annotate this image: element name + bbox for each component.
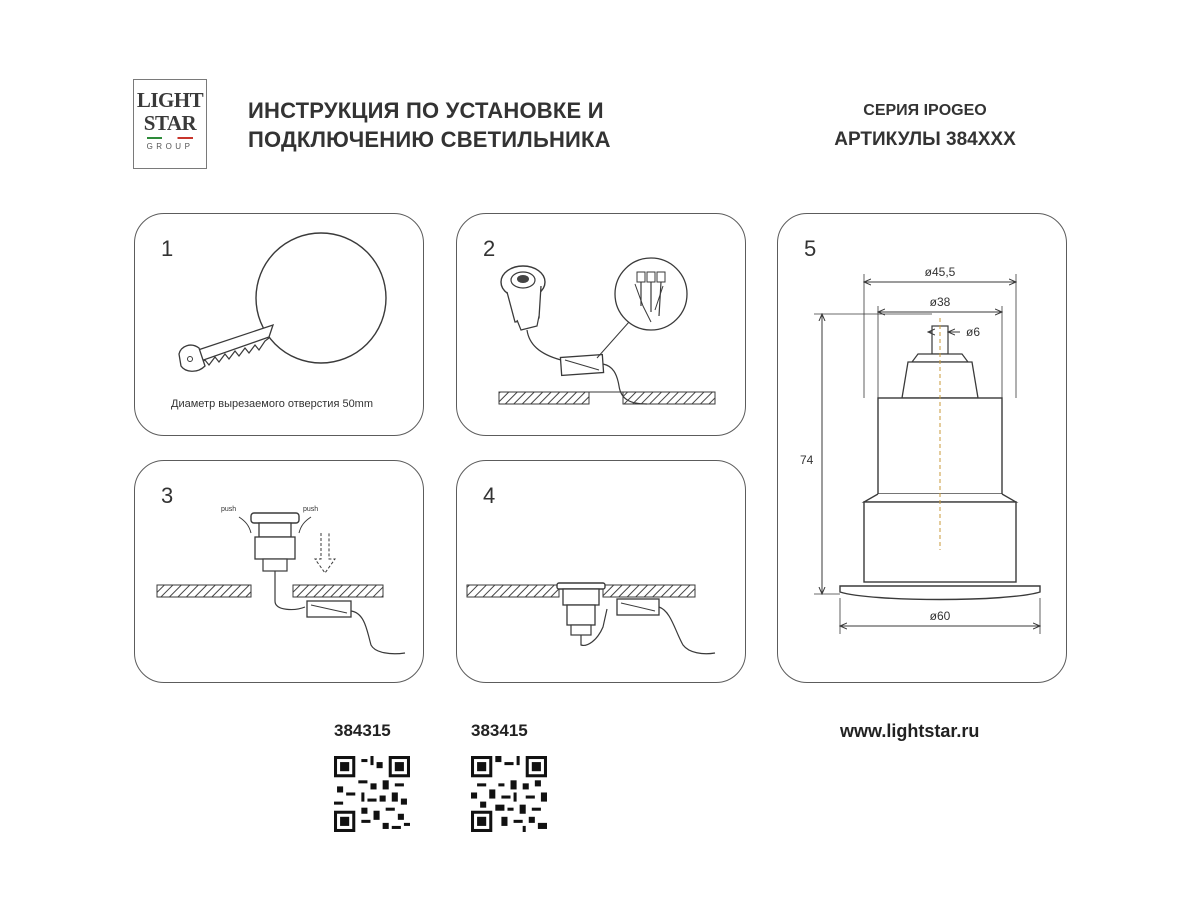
step-4-number: 4 <box>483 483 496 508</box>
step-4-panel <box>456 460 746 683</box>
dimension-drawing <box>778 214 1068 684</box>
height-74-label: 74 <box>800 453 814 467</box>
installed-fixture-illustration <box>457 461 747 684</box>
qr-code-383415[interactable] <box>471 756 547 832</box>
step-1-number: 1 <box>161 236 174 261</box>
title-line-1: ИНСТРУКЦИЯ ПО УСТАНОВКЕ И <box>248 98 604 123</box>
hole-diameter-caption: Диаметр вырезаемого отверстия 50mm <box>171 398 374 410</box>
logo-line-2: STAR <box>143 111 197 135</box>
push-insertion-illustration <box>135 461 425 684</box>
diameter-38-label: ø38 <box>929 295 951 309</box>
diameter-45-label: ø45,5 <box>924 265 956 279</box>
step-3-panel <box>134 460 424 683</box>
step-2-panel <box>456 213 746 436</box>
push-label-right: push <box>303 506 319 513</box>
series-block <box>790 96 1060 154</box>
document-title <box>248 96 668 154</box>
logo-line-1: LIGHT <box>136 88 204 112</box>
logo-line-3: GROUP <box>146 142 194 151</box>
step-3-number: 3 <box>161 483 174 508</box>
diameter-6-label: ø6 <box>966 325 981 339</box>
qr-code-384315[interactable] <box>334 756 410 832</box>
title-line-2: ПОДКЛЮЧЕНИЮ СВЕТИЛЬНИКА <box>248 127 611 152</box>
sku-383415: 383415 <box>471 721 528 740</box>
step-1-panel <box>134 213 424 436</box>
sku-384315: 384315 <box>334 721 391 740</box>
step-2-number: 2 <box>483 236 496 261</box>
wiring-connection-illustration <box>457 214 747 437</box>
logo-flag-stripe <box>147 137 193 139</box>
series-name: СЕРИЯ IPOGEO <box>863 102 987 119</box>
step-5-number: 5 <box>804 236 817 261</box>
diameter-60-label: ø60 <box>929 609 951 623</box>
lightstar-logo <box>133 79 207 169</box>
website-url[interactable]: www.lightstar.ru <box>840 721 980 741</box>
step-5-dimensions-panel <box>777 213 1067 683</box>
push-label-left: push <box>221 506 237 513</box>
article-numbers: АРТИКУЛЫ 384XXX <box>834 129 1016 150</box>
